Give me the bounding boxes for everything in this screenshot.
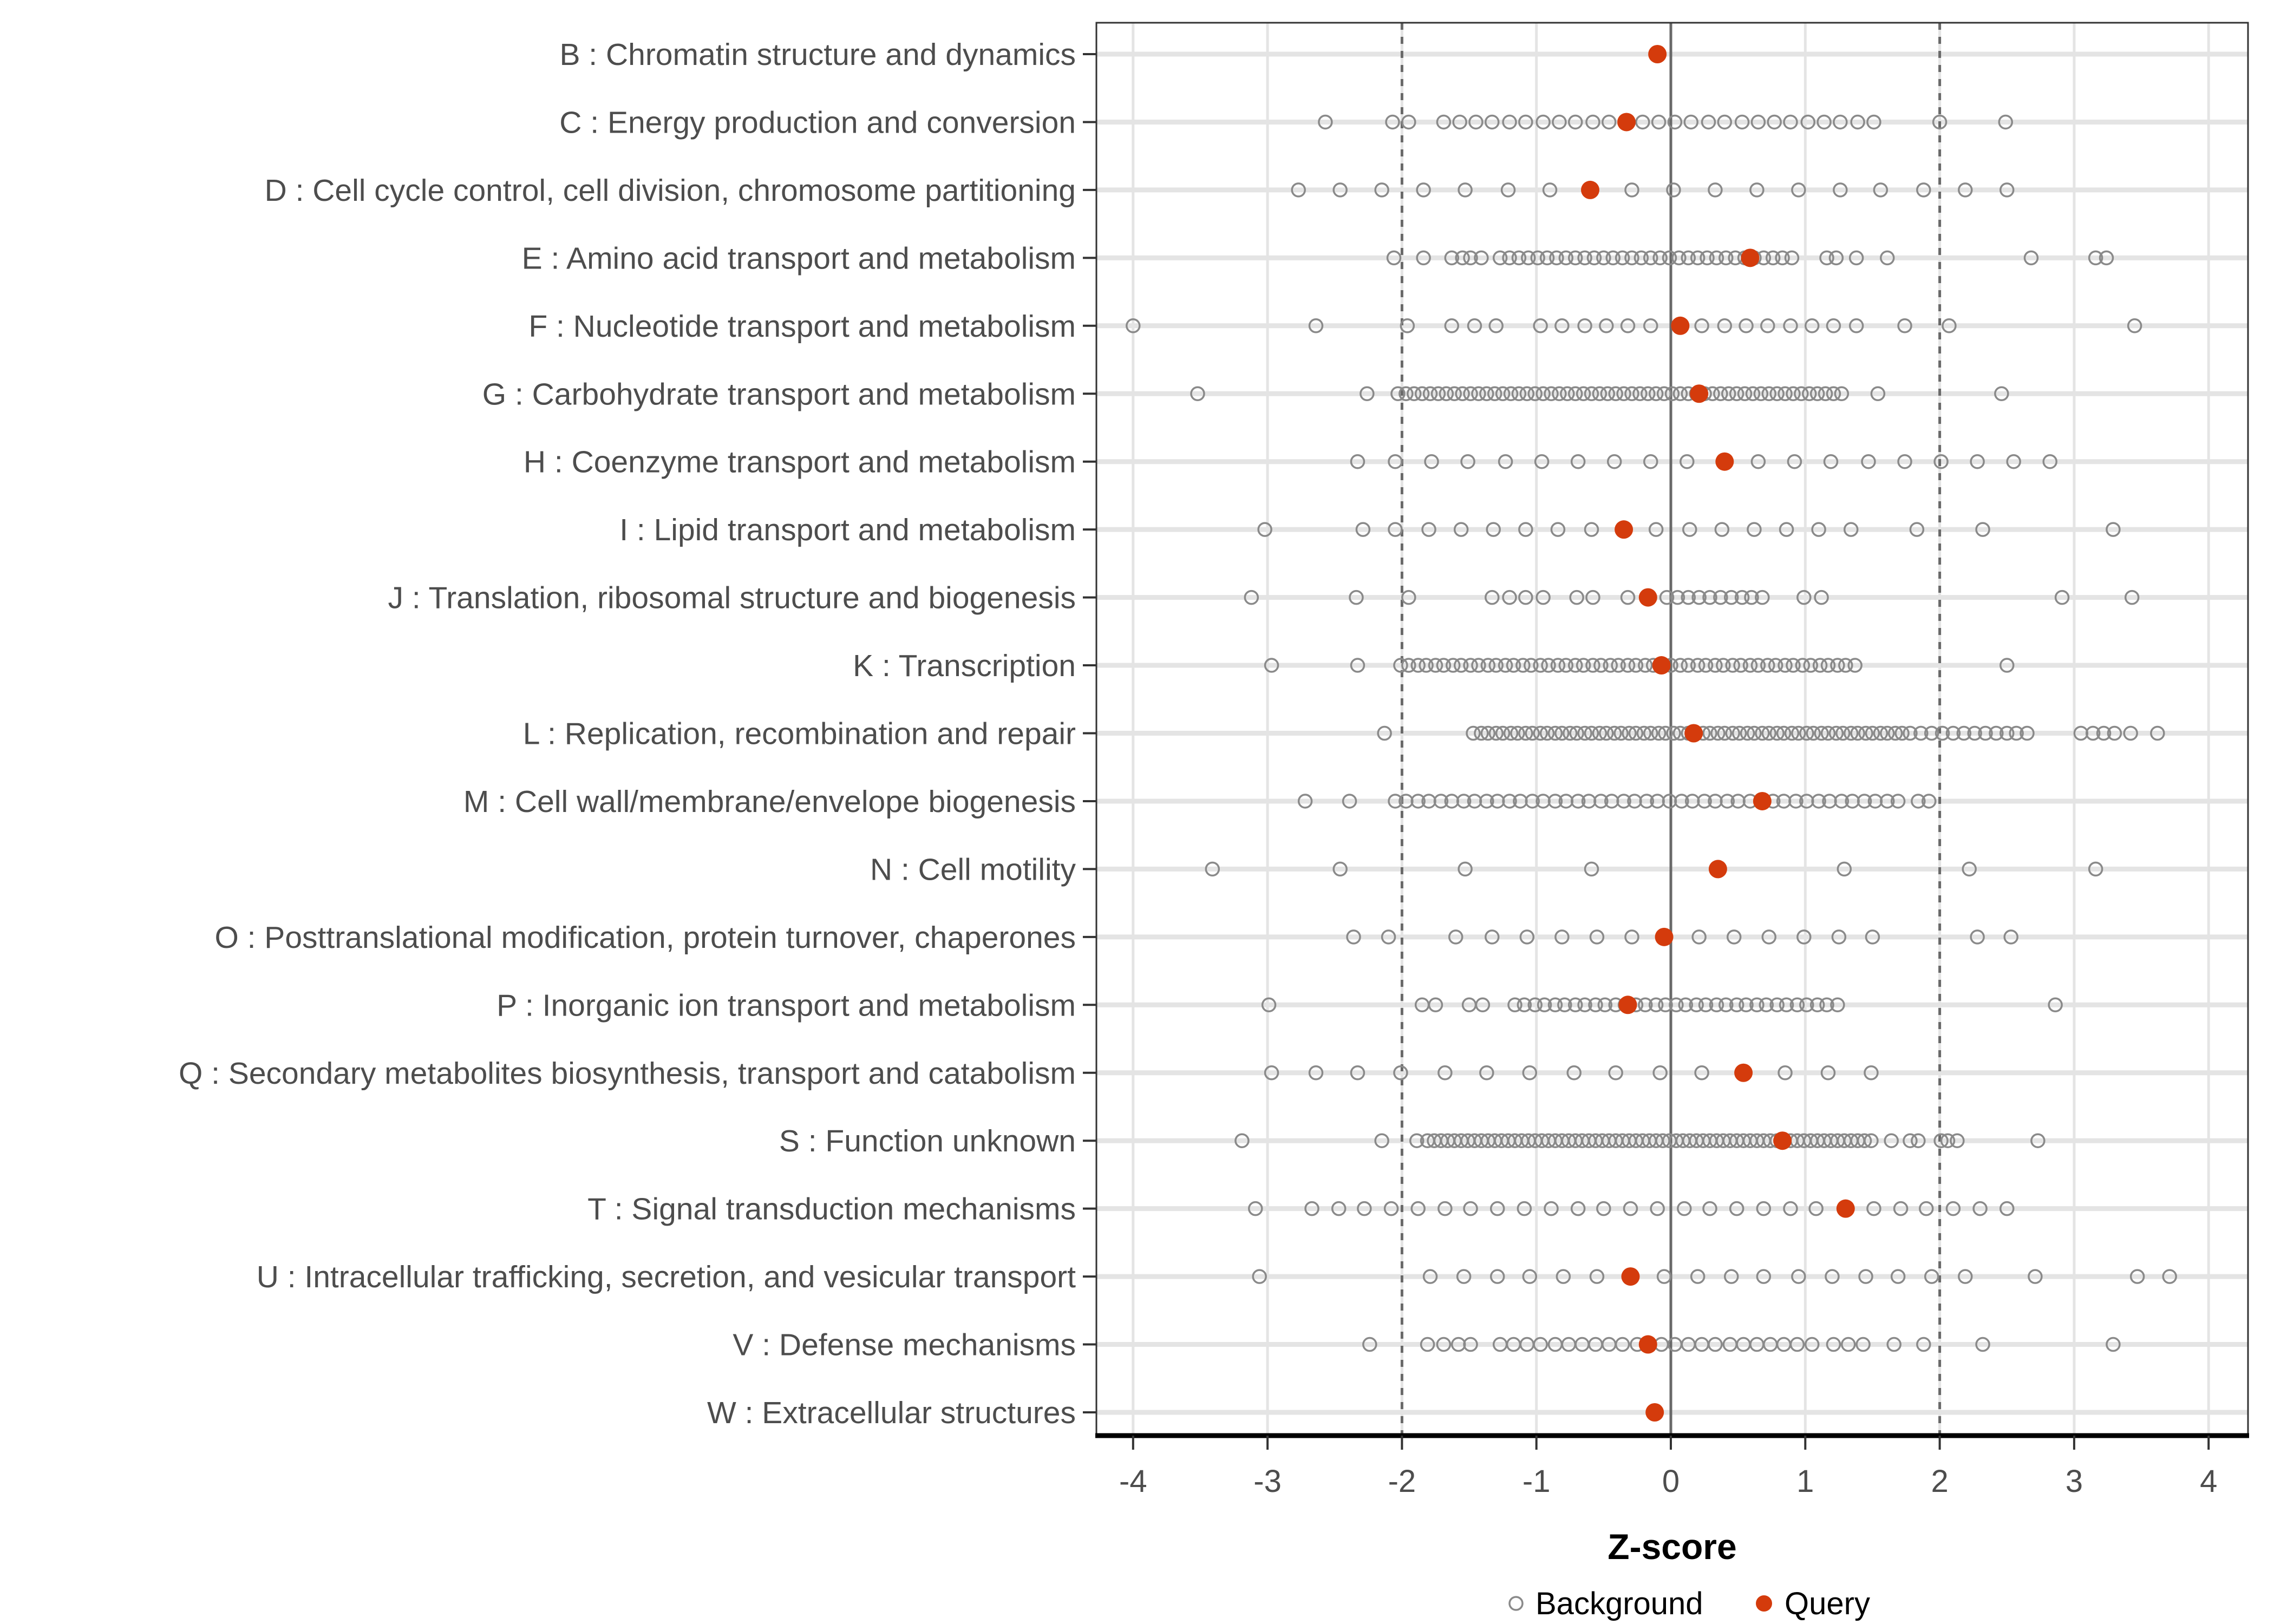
query-point bbox=[1837, 1200, 1855, 1218]
query-point bbox=[1690, 384, 1708, 403]
query-point bbox=[1639, 1335, 1657, 1354]
legend bbox=[1510, 1586, 1870, 1621]
legend-query-marker bbox=[1756, 1595, 1772, 1612]
query-point bbox=[1773, 1131, 1792, 1150]
category-label: V : Defense mechanisms bbox=[733, 1327, 1076, 1363]
category-label: P : Inorganic ion transport and metabolism bbox=[496, 988, 1076, 1023]
query-point bbox=[1581, 181, 1599, 199]
category-label: H : Coenzyme transport and metabolism bbox=[523, 444, 1076, 480]
legend-label-query: Query bbox=[1785, 1586, 1870, 1621]
category-label: M : Cell wall/membrane/envelope biogenesis bbox=[463, 784, 1076, 819]
category-label: O : Posttranslational modification, protein turnover, chaperones bbox=[214, 920, 1076, 955]
legend-label-background: Background bbox=[1535, 1586, 1703, 1621]
query-point bbox=[1619, 996, 1637, 1014]
x-tick-label: 2 bbox=[1931, 1464, 1949, 1499]
query-point bbox=[1715, 453, 1734, 471]
x-tick-label: -1 bbox=[1522, 1464, 1551, 1499]
x-tick-label: 1 bbox=[1796, 1464, 1814, 1499]
query-point bbox=[1671, 317, 1689, 335]
x-axis-title: Z-score bbox=[1608, 1527, 1737, 1567]
query-point bbox=[1652, 656, 1671, 675]
x-tick-label: -3 bbox=[1253, 1464, 1282, 1499]
query-point bbox=[1648, 45, 1667, 63]
category-label: T : Signal transduction mechanisms bbox=[587, 1191, 1076, 1227]
query-point bbox=[1622, 1267, 1640, 1286]
x-tick-label: 4 bbox=[2200, 1464, 2218, 1499]
query-point bbox=[1639, 588, 1657, 607]
x-tick-label: 0 bbox=[1662, 1464, 1680, 1499]
category-label: W : Extracellular structures bbox=[707, 1396, 1076, 1430]
x-tick-label: -4 bbox=[1119, 1464, 1147, 1499]
category-label: Q : Secondary metabolites biosynthesis, transport and catabolism bbox=[178, 1056, 1076, 1091]
category-label: B : Chromatin structure and dynamics bbox=[559, 37, 1076, 72]
category-label: N : Cell motility bbox=[870, 852, 1076, 887]
query-point bbox=[1709, 860, 1727, 878]
category-label: J : Translation, ribosomal structure and biogenesis bbox=[388, 580, 1076, 615]
category-label: S : Function unknown bbox=[779, 1124, 1076, 1159]
category-row bbox=[1648, 45, 1667, 63]
query-point bbox=[1617, 113, 1636, 131]
category-label: L : Replication, recombination and repair bbox=[522, 716, 1076, 751]
category-label: D : Cell cycle control, cell division, chromosome partitioning bbox=[264, 173, 1076, 208]
category-label: F : Nucleotide transport and metabolism bbox=[528, 309, 1076, 344]
category-label: E : Amino acid transport and metabolism bbox=[521, 241, 1076, 276]
x-tick-label: -2 bbox=[1388, 1464, 1416, 1499]
category-label: G : Carbohydrate transport and metabolism bbox=[482, 377, 1076, 412]
category-label: U : Intracellular trafficking, secretion, and vesicular transport bbox=[256, 1260, 1076, 1295]
x-tick-label: 3 bbox=[2065, 1464, 2083, 1499]
query-point bbox=[1741, 248, 1759, 267]
query-point bbox=[1734, 1064, 1753, 1082]
query-point bbox=[1684, 724, 1703, 743]
category-label: K : Transcription bbox=[853, 649, 1076, 684]
query-point bbox=[1753, 792, 1772, 810]
category-label: I : Lipid transport and metabolism bbox=[619, 513, 1076, 548]
query-point bbox=[1615, 520, 1633, 539]
category-row bbox=[1645, 1403, 1664, 1422]
category-label: C : Energy production and conversion bbox=[559, 105, 1076, 140]
query-point bbox=[1645, 1403, 1664, 1422]
query-point bbox=[1655, 928, 1674, 946]
